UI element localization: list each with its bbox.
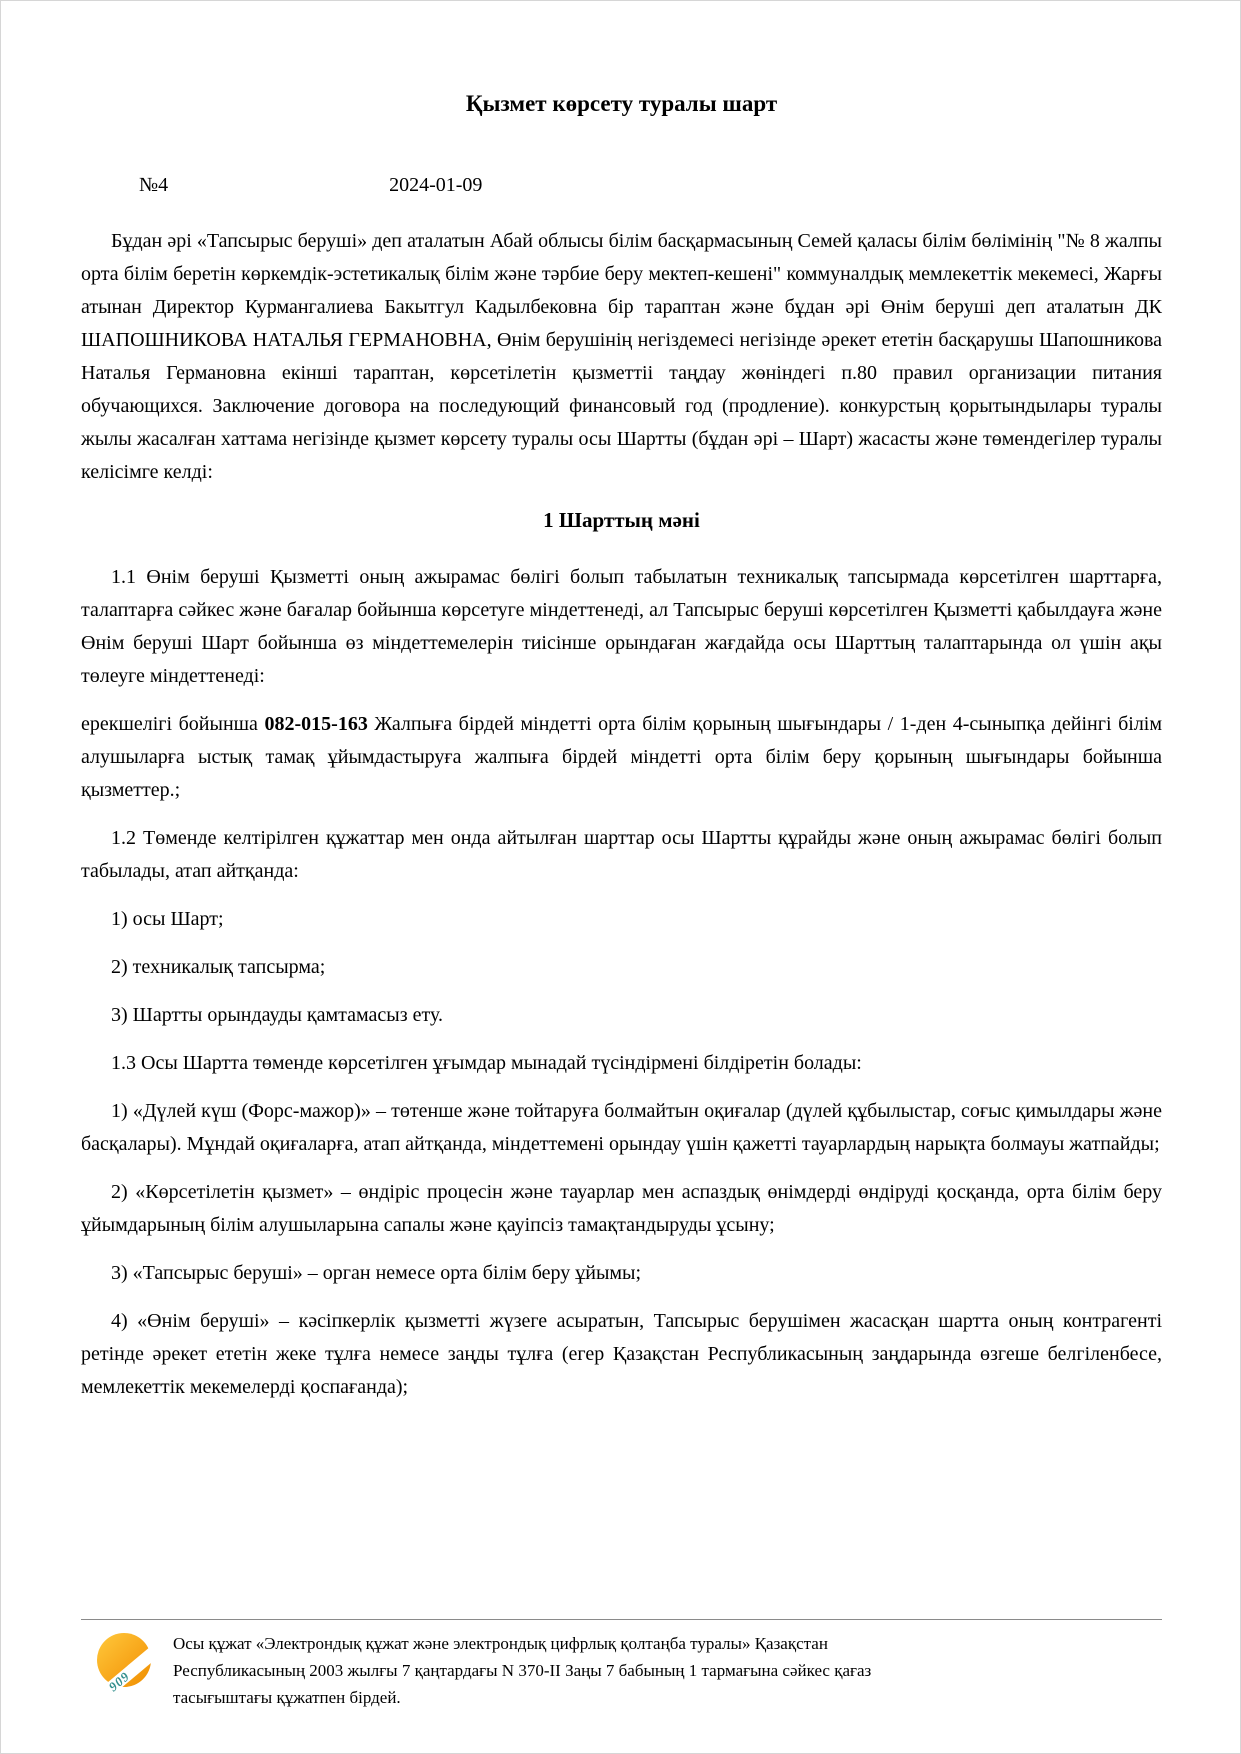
clause-1-2: 1.2 Төменде келтірілген құжаттар мен онда айтылған шарттар осы Шартты құрайды және оның ажырамас бөлігі болып табылады, атап айтқанда: — [81, 827, 1162, 882]
clause-spec — [81, 708, 1162, 807]
clause-1-1: 1.1 Өнім беруші Қызметті оның ажырамас бөлігі болып табылатын техникалық тапсырмада көрсетілген шарттарға, талаптарға сәйкес және бағалар бойынша көрсетуге міндеттенеді, ал Тапсырыс беруші көрсетілген Қызметті қабылдауға және Өнім беруші Шарт бойынша өз міндеттемелерін тиісінше орындаған жағдайда осы Шарттың талаптарында ол үшін ақы төлеуге міндеттенеді: — [81, 566, 1162, 687]
clause-1-3: 1.3 Осы Шартта төменде көрсетілген ұғымдар мынадай түсіндірмені білдіретін болады: — [111, 1052, 862, 1074]
definition-item: 1) «Дүлей күш (Форс-мажор)» – төтенше және тойтаруға болмайтын оқиғалар (дүлей құбылыстар, соғыс қимылдары және басқалары). Мұндай оқиғаларға, атап айтқанда, міндеттемені орындау үшін қажетті тауарлардың нарықта болмауы жатпайды; — [81, 1100, 1162, 1155]
document-meta — [81, 171, 1162, 199]
contract-doc-item: 2) техникалық тапсырма; — [111, 956, 326, 978]
footer-divider — [81, 1619, 1162, 1620]
intro-paragraph: Бұдан әрі «Тапсырыс беруші» деп аталатын Абай облысы білім басқармасының Семей қаласы білім бөлімінің "№ 8 жалпы орта білім беретін көркемдік-эстетикалық білім және тәрбие беру мектеп-кешені" коммуналдық мемлекеттік мекемесі, Жарғы атынан Директор Курмангалиева Бакытгул Кадылбековна бір тараптан және бұдан әрі Өнім беруші деп аталатын ДК ШАПОШНИКОВА НАТАЛЬЯ ГЕРМАНОВНА, Өнім берушінің негіздемесі негізінде әрекет ететін басқарушы Шапошникова Наталья Германовна екінші тараптан, көрсетілетін қызметтіі таңдау жөніндегі п.80 правил организации питания обучающихся. Заключение договора на последующий финансовый год (продление). конкурстың қорытындылары туралы жылы жасалған хаттама негізінде қызмет көрсету туралы осы Шартты (бұдан әрі – Шарт) жасасты және төмендегілер туралы келісімге келді: — [81, 230, 1162, 483]
document-date: 2024-01-09 — [389, 174, 483, 196]
document-number: №4 — [139, 174, 169, 196]
spec-prefix: ерекшелігі бойынша — [81, 713, 265, 735]
contract-doc-item: 1) осы Шарт; — [111, 908, 224, 930]
spec-budget-code: 082-015-163 — [264, 713, 368, 735]
edoc-footer — [1, 1619, 1240, 1711]
edoc-stamp-icon — [95, 1632, 159, 1696]
footer-note — [173, 1630, 871, 1711]
document-content — [1, 1, 1240, 1404]
svg-text:909: 909 — [105, 1668, 133, 1695]
footer-inner — [81, 1630, 1162, 1711]
footer-note-line: Республикасының 2003 жылғы 7 қаңтардағы N 370-II Заңы 7 бабының 1 тармағына сәйкес қағаз — [173, 1661, 872, 1680]
definition-item: 3) «Тапсырыс беруші» – орган немесе орта білім беру ұйымы; — [111, 1262, 642, 1284]
definition-item: 2) «Көрсетілетін қызмет» – өндіріс процесін және тауарлар мен аспаздық өнімдерді өндіруді қосқанда, орта білім беру ұйымдарының білім алушыларына сапалы және қауіпсіз тамақтандыруды ұсыну; — [81, 1181, 1162, 1236]
footer-note-line: Осы құжат «Электрондық құжат және электрондық цифрлық қолтаңба туралы» Қазақстан — [173, 1634, 828, 1653]
spec-suffix: Жалпыға бірдей міндетті орта білім қорының шығындары / 1-ден 4-сыныпқа дейінгі білім алушыларға ыстық тамақ ұйымдастыруға жалпыға бірдей міндетті орта білім беру қорының шығындары бойынша қызметтер.; — [81, 713, 1163, 801]
footer-note-line: тасығыштағы құжатпен бірдей. — [173, 1688, 401, 1707]
document-body — [81, 225, 1162, 1404]
contract-doc-item: 3) Шартты орындауды қамтамасыз ету. — [111, 1004, 443, 1026]
definition-item: 4) «Өнім беруші» – кәсіпкерлік қызметті жүзеге асыратын, Тапсырыс берушімен жасасқан шартта оның контрагенті ретінде әрекет ететін жеке тұлға немесе заңды тұлға (егер Қазақстан Республикасының заңдарында өзгеше белгіленбесе, мемлекеттік мекемелерді қоспағанда); — [81, 1310, 1162, 1398]
page-title: Қызмет көрсету туралы шарт — [465, 91, 778, 116]
section-1-heading: 1 Шарттың мәні — [543, 508, 700, 532]
